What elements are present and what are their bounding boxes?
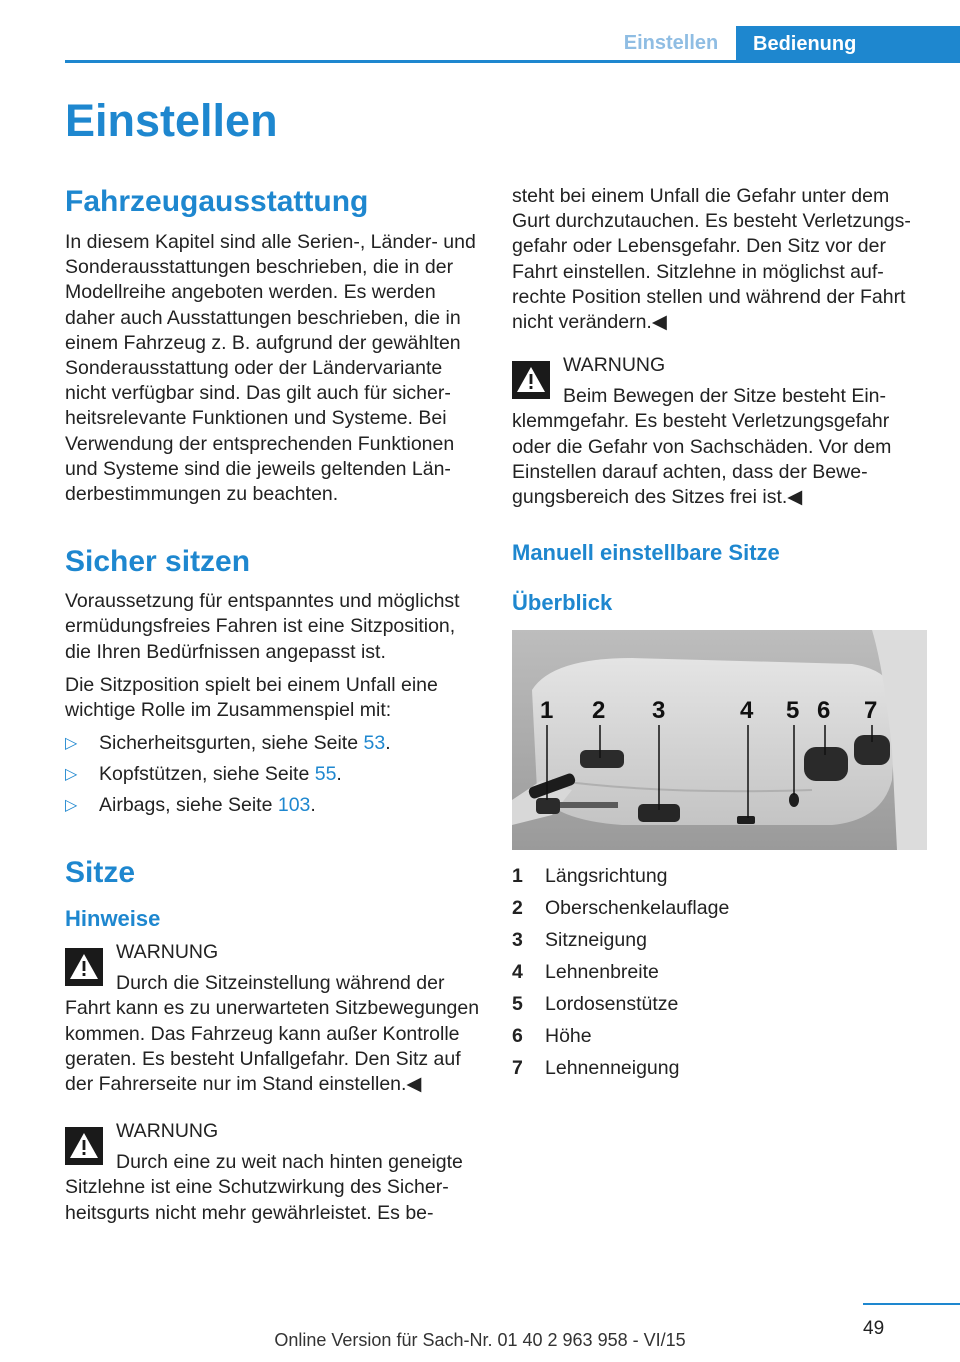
legend-item: 2 Oberschenkelauflage: [512, 897, 730, 920]
subsection-title-hinweise: Hinweise: [65, 906, 161, 932]
page-number: 49: [863, 1318, 885, 1339]
page-link[interactable]: 55: [314, 763, 337, 786]
warning-text: Durch die Sitzeinstellung während der Fahrt kann es zu unerwarteten Sitzbewegungen kommen. Das Fahrzeug kann außer Kontrolle geraten. Es besteht Unfallgefahr. Den Sitz auf der Fahrerseite nur im Stand einstellen.◀: [65, 972, 480, 1096]
warning-title: WARNUNG: [563, 354, 666, 377]
photo-label-7: 7: [864, 697, 878, 725]
subsection-title-ueberblick: Überblick: [512, 590, 613, 616]
list-item: ▷ Airbags, siehe Seite 103.: [65, 794, 316, 817]
photo-label-3: 3: [652, 697, 666, 725]
right-column: [512, 184, 927, 1084]
photo-label-1: 1: [540, 697, 554, 725]
paragraph-sicher-sitzen-2: Die Sitzposition spielt bei einem Unfall eine wichtige Rolle im Zusammenspiel mit:: [65, 673, 438, 722]
header-rule: [65, 60, 960, 63]
header-tab-einstellen[interactable]: Einstellen: [623, 32, 719, 54]
legend-item: 6 Höhe: [512, 1025, 592, 1048]
page-title: Einstellen: [65, 95, 278, 146]
page-link[interactable]: 103: [277, 794, 311, 817]
paragraph-sicher-sitzen-1: Voraussetzung für entspanntes und möglichst ermüdungsfreies Fahren ist eine Sitzposition, die Ihren Bedürfnissen angepasst ist.: [65, 590, 460, 663]
page-link[interactable]: 53: [363, 732, 386, 755]
warning-block-3: [512, 353, 927, 510]
section-title-fahrzeugausstattung: Fahrzeugausstattung: [65, 185, 369, 218]
warning-block-2: [65, 1119, 480, 1226]
seat-photo: [512, 630, 927, 850]
photo-label-5: 5: [786, 697, 800, 725]
warning-text: Durch eine zu weit nach hinten geneigte Sitzlehne ist eine Schutzwirkung des Sicherheitsgurts nicht mehr gewährleistet. Es be-: [65, 1151, 463, 1224]
legend-item: 7 Lehnenneigung: [512, 1057, 680, 1080]
bullet-triangle-icon: ▷: [65, 766, 78, 784]
bullet-triangle-icon: ▷: [65, 735, 78, 753]
subsection-title-manuell: Manuell einstellbare Sitze: [512, 540, 780, 566]
paragraph-warning-continued: steht bei einem Unfall die Gefahr unter dem Gurt durchzutauchen. Es besteht Verletzungsgefahr oder Lebensgefahr. Den Sitz vor der Fahrt einstellen. Sitzlehne in möglichst aufrechte Position stellen und während der Fahrt nicht verändern.◀: [512, 185, 911, 334]
section-title-sicher-sitzen: Sicher sitzen: [65, 545, 251, 579]
bullet-triangle-icon: ▷: [65, 797, 78, 815]
photo-label-2: 2: [592, 697, 606, 725]
photo-label-6: 6: [817, 697, 831, 725]
warning-icon: [512, 361, 550, 399]
warning-title: WARNUNG: [116, 941, 219, 964]
warning-text: Beim Bewegen der Sitze besteht Einklemmgefahr. Es besteht Verletzungsgefahr oder die Gefahr von Sachschäden. Vor dem Einstellen darauf achten, dass der Bewegungsbereich des Sitzes frei ist.◀: [512, 385, 892, 509]
warning-block-1: [65, 940, 480, 1097]
footer-version-text: Online Version für Sach-Nr. 01 40 2 963 958 - VI/15: [274, 1330, 686, 1350]
legend-list: [512, 860, 927, 1084]
bullet-list: [65, 731, 480, 818]
header-tab-bedienung-label: Bedienung: [753, 33, 857, 55]
photo-label-4: 4: [740, 697, 754, 725]
warning-icon: [65, 1127, 103, 1165]
seat-illustration: [512, 630, 927, 850]
list-item: ▷ Kopfstützen, siehe Seite 55.: [65, 763, 342, 786]
page-number-rule: [863, 1303, 960, 1305]
legend-item: 4 Lehnenbreite: [512, 961, 659, 984]
list-item: ▷ Sicherheitsgurten, siehe Seite 53.: [65, 732, 391, 755]
paragraph-fahrzeugausstattung: In diesem Kapitel sind alle Serien-, Länder- und Sonderausstattungen beschrieben, die in der Modellreihe angeboten werden. Es werden daher auch Ausstattungen beschrieben, die in einem Fahrzeug z. B. aufgrund der gewählten Sonderausstattung oder der Ländervariante nicht verfügbar sind. Das gilt auch für sicherheitsrelevante Funktionen und Systeme. Bei Verwendung der entsprechenden Funktionen und Systeme sind die jeweils geltenden Länderbestimmungen zu beachten.: [65, 231, 476, 506]
legend-item: 1 Längsrichtung: [512, 865, 668, 888]
legend-item: 5 Lordosenstütze: [512, 993, 679, 1016]
warning-icon: [65, 948, 103, 986]
left-column: [65, 184, 480, 1226]
warning-title: WARNUNG: [116, 1120, 219, 1143]
section-title-sitze: Sitze: [65, 856, 136, 890]
header-tab-bedienung[interactable]: [736, 26, 960, 63]
legend-item: 3 Sitzneigung: [512, 929, 647, 952]
